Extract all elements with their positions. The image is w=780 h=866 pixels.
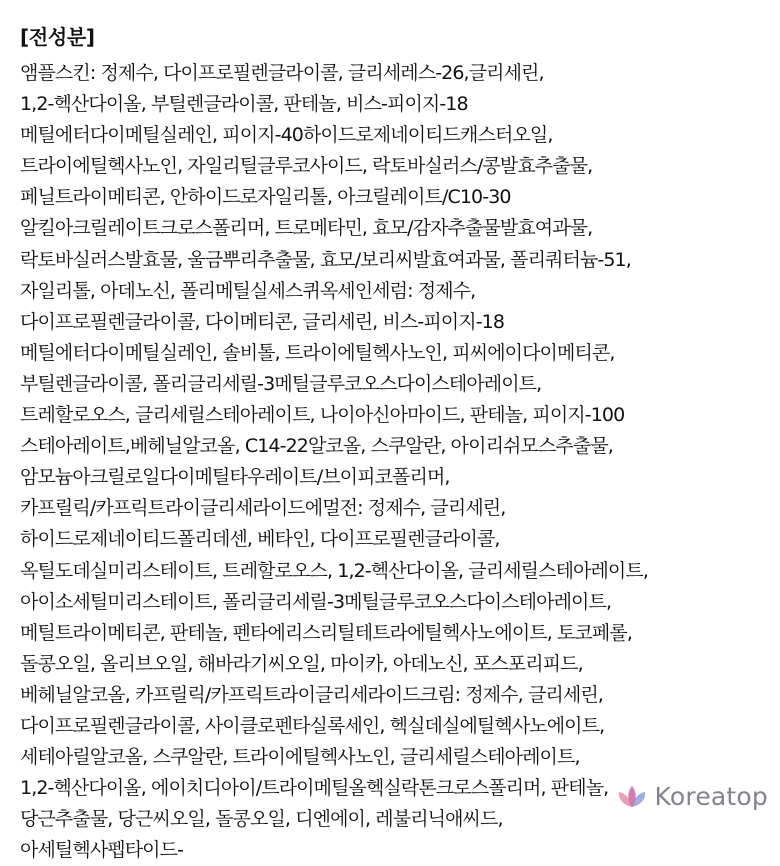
ingredient-line: 다이프로필렌글라이콜, 다이메티콘, 글리세린, 비스-피이지-18 xyxy=(20,310,505,333)
ingredient-line: 암모늄아크릴로일다이메틸타우레이트/브이피코폴리머, xyxy=(20,466,450,489)
ingredient-line: 메틸에터다이메틸실레인, 피이지-40하이드로제네이티드캐스터오일, xyxy=(20,124,553,147)
ingredient-line: 베헤닐알코올, 카프릴릭/카프릭트라이글리세라이드크림: 정제수, 글리세린, xyxy=(20,683,603,706)
ingredient-line: 1,2-헥산다이올, 부틸렌글라이콜, 판테놀, 비스-피이지-18 xyxy=(20,93,468,116)
ingredient-line: 당근추출물, 당근씨오일, 돌콩오일, 디엔에이, 레불리닉애씨드, xyxy=(20,808,503,831)
watermark-text: Koreatop xyxy=(654,782,768,811)
ingredient-line: 트라이에틸헥사노인, 자일리틸글루코사이드, 락토바실러스/콩발효추출물, xyxy=(20,155,593,178)
ingredient-line: 스테아레이트,베헤닐알코올, C14-22알코올, 스쿠알란, 아이리쉬모스추출물, xyxy=(20,435,613,458)
ingredients-heading: [전성분] xyxy=(20,25,95,49)
koreatop-watermark xyxy=(615,782,768,811)
ingredients-document xyxy=(20,22,765,866)
lotus-icon xyxy=(615,783,649,811)
ingredient-line: 카프릴릭/카프릭트라이글리세라이드에멀전: 정제수, 글리세린, xyxy=(20,497,506,520)
ingredient-line: 아이소세틸미리스테이트, 폴리글리세릴-3메틸글루코오스다이스테아레이트, xyxy=(20,590,612,613)
ingredient-line: 앰플스킨: 정제수, 다이프로필렌글라이콜, 글리세레스-26,글리세린, xyxy=(20,62,544,84)
ingredient-line: 돌콩오일, 올리브오일, 해바라기씨오일, 마이카, 아데노신, 포스포리피드, xyxy=(20,652,583,675)
ingredient-line: 옥틸도데실미리스테이트, 트레할로오스, 1,2-헥산다이올, 글리세릴스테아레이트, xyxy=(20,559,648,582)
ingredient-line: 다이프로필렌글라이콜, 사이클로펜타실록세인, 헥실데실에틸헥사노에이트, xyxy=(20,714,605,737)
ingredient-line: 트레할로오스, 글리세릴스테아레이트, 나이아신아마이드, 판테놀, 피이지-100 xyxy=(20,404,625,427)
ingredient-line: 메틸에터다이메틸실레인, 솔비톨, 트라이에틸헥사노인, 피씨에이다이메티콘, xyxy=(20,341,615,364)
ingredient-line: 자일리톨, 아데노신, 폴리메틸실세스퀴옥세인세럼: 정제수, xyxy=(20,279,476,302)
ingredient-line: 메틸트라이메티콘, 판테놀, 펜타에리스리틸테트라에틸헥사노에이트, 토코페롤, xyxy=(20,621,632,644)
ingredient-line: 부틸렌글라이콜, 폴리글리세릴-3메틸글루코오스다이스테아레이트, xyxy=(20,372,542,395)
ingredient-line: 알킬아크릴레이트크로스폴리머, 트로메타민, 효모/감자추출물발효여과물, xyxy=(20,217,593,240)
ingredient-line: 세테아릴알코올, 스쿠알란, 트라이에틸헥사노인, 글리세릴스테아레이트, xyxy=(20,746,580,769)
ingredient-line: 락토바실러스발효물, 울금뿌리추출물, 효모/보리씨발효여과물, 폴리쿼터늄-51, xyxy=(20,248,631,271)
ingredient-line: 하이드로제네이티드폴리데센, 베타인, 다이프로필렌글라이콜, xyxy=(20,528,500,551)
ingredient-line: 페닐트라이메티콘, 안하이드로자일리톨, 아크릴레이트/C10-30 xyxy=(20,186,511,209)
ingredients-list xyxy=(20,58,765,866)
ingredient-line: 아세틸헥사펩타이드- xyxy=(20,839,184,862)
ingredient-line: 1,2-헥산다이올, 에이치디아이/트라이메틸올헥실락톤크로스폴리머, 판테놀, xyxy=(20,777,609,800)
